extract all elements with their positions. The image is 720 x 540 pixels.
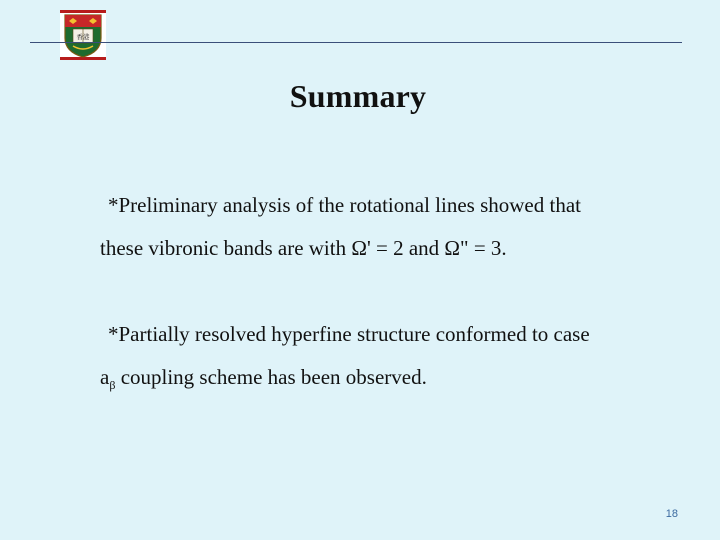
crest-text: 香港	[76, 33, 90, 41]
summary-point-2-line-1: *Partially resolved hyperfine structure conformed to case	[108, 322, 590, 346]
header-rule	[30, 42, 682, 43]
summary-point-2-line-2-text: coupling scheme has been observed.	[115, 365, 427, 389]
summary-point-2	[100, 313, 670, 399]
summary-point-1-line-1: *Preliminary analysis of the rotational lines showed that	[108, 193, 581, 217]
case-letter: a	[100, 365, 110, 389]
case-subscript: β	[109, 378, 116, 392]
summary-point-2-line-2	[100, 356, 670, 399]
page-number: 18	[665, 508, 678, 520]
slide-title: Summary	[289, 78, 427, 114]
university-crest-icon	[60, 10, 106, 60]
summary-point-1-line-2: these vibronic bands are with Ω' = 2 and Ω" = 3.	[100, 236, 507, 260]
summary-point-1	[100, 184, 670, 270]
